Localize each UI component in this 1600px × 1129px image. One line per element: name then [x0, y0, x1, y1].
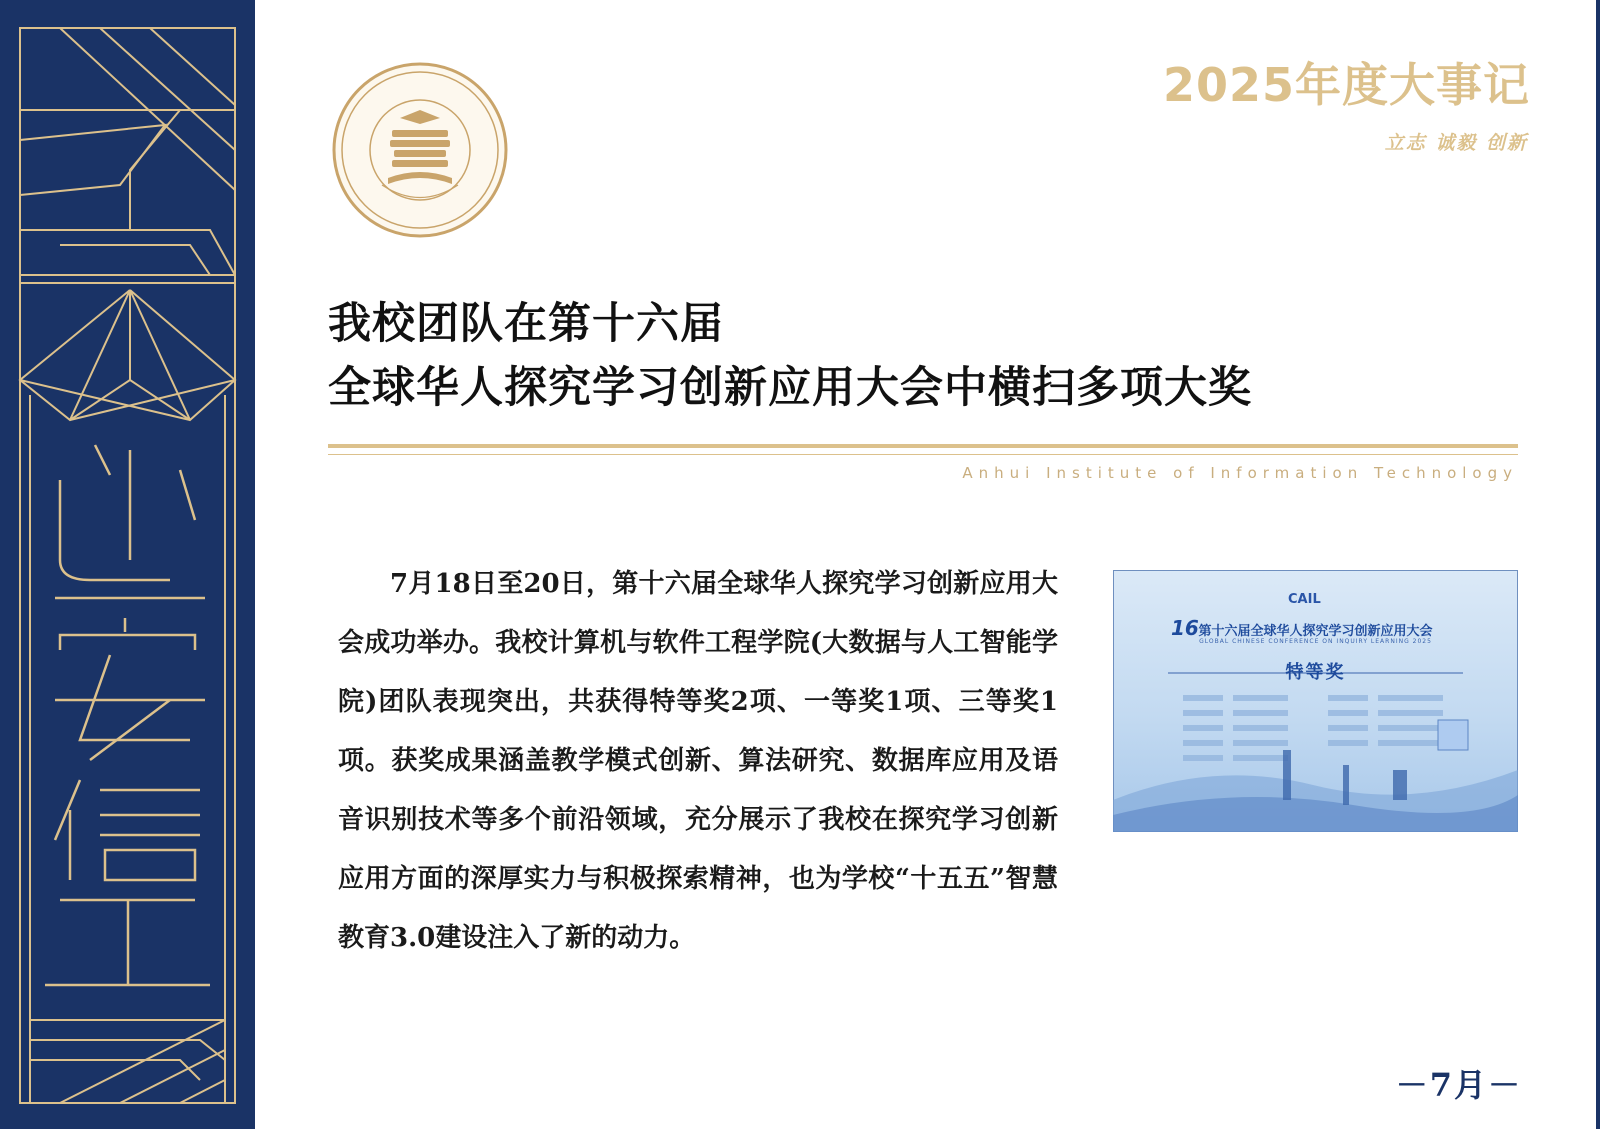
- school-motto: 立志 诚毅 创新: [1384, 132, 1528, 154]
- right-edge-border: [1596, 0, 1600, 1129]
- school-seal: [330, 60, 510, 240]
- month-page-label: －7月－: [1395, 1066, 1522, 1104]
- article-body: 7月18日至20日，第十六届全球华人探究学习创新应用大会成功举办。我校计算机与软件工程学院(大数据与人工智能学院)团队表现突出，共获得特等奖2项、一等奖1项、三等奖1项。获奖成果涵盖教学模式创新、算法研究、数据库应用及语音识别技术等多个前沿领域，充分展示了我校在探究学习创新应用方面的深厚实力与积极探索精神，也为学校“十五五”智慧教育3.0建设注入了新的动力。: [338, 569, 1058, 953]
- photo-conference-title: 第十六届全球华人探究学习创新应用大会: [1198, 624, 1433, 639]
- institute-english-name: Anhui Institute of Information Technology: [962, 464, 1518, 482]
- gold-divider-thin: [328, 454, 1518, 455]
- photo-cail-logo: CAIL: [1288, 592, 1321, 607]
- photo-backdrop-art: [1113, 570, 1518, 832]
- sidebar-line-art: [0, 0, 255, 1129]
- photo-award-label: 特等奖: [1285, 662, 1346, 683]
- headline-line-1: 我校团队在第十六届: [328, 299, 724, 349]
- article-headline: [328, 292, 1252, 420]
- photo-edition-number: 16: [1171, 616, 1199, 640]
- annual-events-title: 2025年度大事记: [1162, 58, 1530, 112]
- gold-divider-thick: [328, 444, 1518, 448]
- left-decorative-sidebar: [0, 0, 255, 1129]
- seal-emblem-icon: [330, 60, 510, 240]
- conference-photo: [1113, 570, 1518, 832]
- photo-conference-subtitle: GLOBAL CHINESE CONFERENCE ON INQUIRY LEARNING 2025: [1199, 638, 1432, 645]
- headline-line-2: 全球华人探究学习创新应用大会中横扫多项大奖: [328, 363, 1252, 413]
